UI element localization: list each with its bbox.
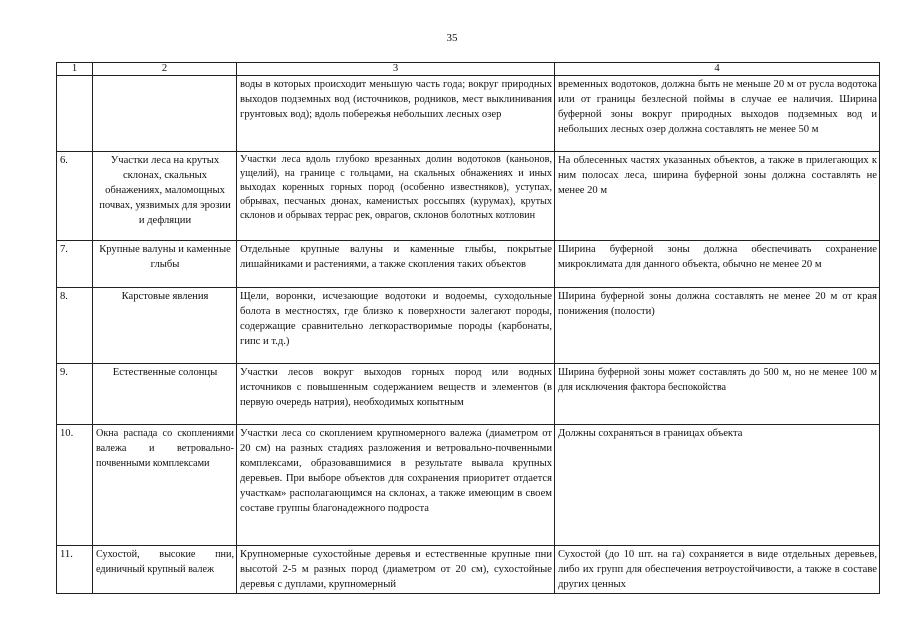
row-number: 7. (57, 241, 93, 288)
object-name: Естественные солонцы (93, 364, 237, 425)
table-row (57, 364, 880, 425)
table-row (57, 152, 880, 241)
object-name: Карстовые явления (93, 288, 237, 364)
header-cell-2: 2 (93, 63, 237, 76)
row-number: 8. (57, 288, 93, 364)
buffer-zone: На облесенных частях указанных объектов, а также в прилегающих к ним полосах леса, ширина буферной зоны должна составлять не менее 20 м (555, 152, 880, 241)
row-number: 11. (57, 546, 93, 594)
header-cell-3: 3 (237, 63, 555, 76)
row-number (57, 76, 93, 152)
object-features: Участки леса со скоплением крупномерного валежа (диаметром от 20 см) на разных стадиях разложения и ветровально-почвенными комплексами, образовавшимися в результате вывала крупных деревьев. При выборе объектов для сохранения приоритет отдается участкам» располагающимся на склонах, а также имеющим в своем составе группы благонадежного подроста (237, 425, 555, 546)
document-table (56, 62, 880, 594)
object-features: Участки лесов вокруг выходов горных пород или водных источников с повышенным содержанием веществ и элементов (в первую очередь натрия), необходимых копытным (237, 364, 555, 425)
buffer-zone: Ширина буферной зоны должна составлять не менее 20 м от края понижения (полости) (555, 288, 880, 364)
object-name: Сухостой, высокие пни, единичный крупный валеж (93, 546, 237, 594)
object-features (237, 546, 555, 594)
buffer-zone: временных водотоков, должна быть не меньше 20 м от русла водотока или от границы безлесной поймы в случае ее наличия. Ширина буферной зоны вокруг природных выходов подземных вод и небольших лесных озер должна составлять не менее 50 м (555, 76, 880, 152)
buffer-zone: Должны сохраняться в границах объекта (555, 425, 880, 546)
table-row (57, 425, 880, 546)
buffer-zone: Ширина буферной зоны может составлять до 500 м, но не менее 100 м для исключения фактора беспокойства (555, 364, 880, 425)
table-row (57, 76, 880, 152)
table-header-row (57, 63, 880, 76)
object-name (93, 76, 237, 152)
header-cell-4: 4 (555, 63, 880, 76)
object-features: Участки леса вдоль глубоко врезанных долин водотоков (каньонов, ущелий), на границе с гольцами, на скальных обнажениях и иных выходах коренных горных пород (особенно известняков), уступах, обрывах, песчаных дюнах, каменистых россыпях (курумах), крутых склонов и обрывах террас рек, оврагов, склонов болотных котловин (237, 152, 555, 241)
row-number: 6. (57, 152, 93, 241)
object-features: Отдельные крупные валуны и каменные глыбы, покрытые лишайниками и растениями, а также скопления таких объектов (237, 241, 555, 288)
buffer-zone-text: Сухостой (до 10 шт. на га) сохраняется в виде отдельных деревьев, либо их групп для обеспечения ветроустойчивости, а также в составе других ценных (558, 549, 877, 590)
table-row (57, 241, 880, 288)
table-row (57, 288, 880, 364)
page-number: 35 (446, 32, 458, 44)
row-number: 10. (57, 425, 93, 546)
object-name: Окна распада со скоплениями валежа и ветровально- почвенными комплексами (93, 425, 237, 546)
buffer-zone (555, 546, 880, 594)
table-row (57, 546, 880, 594)
object-features-text: Крупномерные сухостойные деревья и естественные крупные пни высотой 2-5 м разных пород (диаметром от 20 см), сухостойные деревья с дуплами, крупномерный (240, 549, 552, 590)
buffer-zone: Ширина буферной зоны должна обеспечивать сохранение микроклимата для данного объекта, обычно не менее 20 м (555, 241, 880, 288)
row-number: 9. (57, 364, 93, 425)
object-features: Щели, воронки, исчезающие водотоки и водоемы, суходольные болота в местностях, где близко к поверхности залегают породы, содержащие сравнительно легкорастворимые породы (карбонаты, гипс и т.д.) (237, 288, 555, 364)
header-cell-1: 1 (57, 63, 93, 76)
object-features: воды в которых происходит меньшую часть года; вокруг природных выходов подземных вод (источников, родников, мест выклинивания грунтовых вод); вдоль побережья небольших лесных озер (237, 76, 555, 152)
object-name: Участки леса на крутых склонах, скальных обнажениях, маломощных почвах, уязвимых для эрозии и дефляции (93, 152, 237, 241)
object-name: Крупные валуны и каменные глыбы (93, 241, 237, 288)
